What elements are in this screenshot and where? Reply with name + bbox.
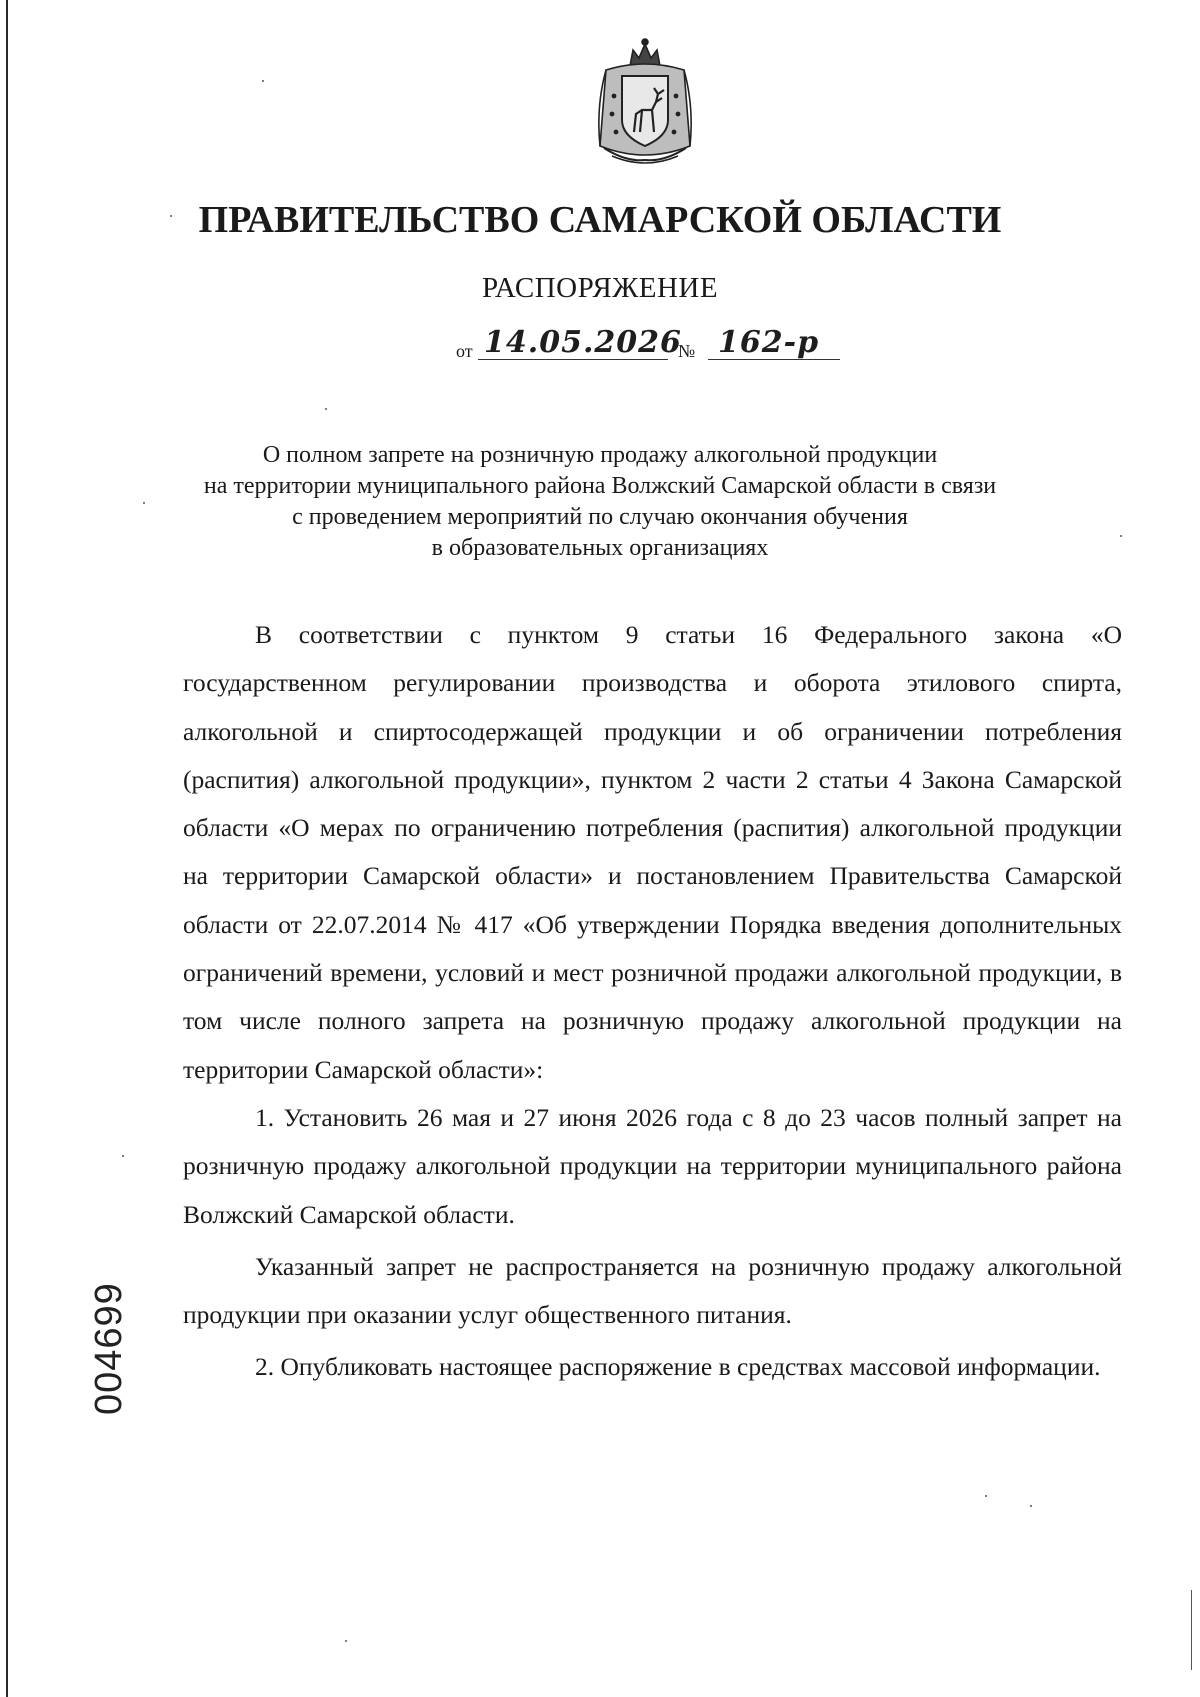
- item-1-paragraph: 1. Установить 26 мая и 27 июня 2026 года с 8 до 23 часов полный запрет на розничную продажу алкогольной продукции на территории муниципального района Волжский Самарской области.: [183, 1102, 1122, 1229]
- scan-edge-line-right: [1191, 1590, 1192, 1670]
- scan-speck: [325, 408, 327, 410]
- subject-line: с проведением мероприятий по случаю окончания обучения: [292, 504, 908, 530]
- item-2-paragraph: 2. Опубликовать настоящее распоряжение в средствах массовой информации.: [255, 1352, 1101, 1382]
- document-subject: [0, 440, 1200, 564]
- scan-speck: [1120, 535, 1122, 537]
- scan-speck: [1030, 1505, 1032, 1507]
- scan-edge-line: [6, 0, 8, 1697]
- subject-line: в образовательных организациях: [431, 535, 769, 561]
- subject-line: О полном запрете на розничную продажу алкогольной продукции: [262, 442, 938, 468]
- scan-speck: [170, 215, 172, 217]
- date-prefix: от: [456, 341, 473, 361]
- scan-speck: [262, 80, 264, 82]
- organization-title: ПРАВИТЕЛЬСТВО САМАРСКОЙ ОБЛАСТИ: [198, 199, 1002, 241]
- registration-number: 004699: [88, 1282, 130, 1415]
- number-prefix: №: [678, 341, 696, 361]
- exception-paragraph: Указанный запрет не распространяется на розничную продажу алкогольной продукции при оказании услуг общественного питания.: [183, 1251, 1122, 1330]
- scan-speck: [345, 1640, 347, 1642]
- scan-speck: [985, 1495, 987, 1497]
- samara-coat-of-arms-icon: [586, 36, 704, 168]
- scan-speck: [143, 502, 145, 504]
- handwritten-date: 14.05.2026: [484, 325, 682, 360]
- date-number-line: [456, 320, 856, 370]
- subject-line: на территории муниципального района Волжский Самарской области в связи: [203, 473, 997, 499]
- document-body: [183, 611, 1122, 1392]
- preamble-paragraph: В соответствии с пунктом 9 статьи 16 Федерального закона «О государственном регулировании производства и оборота этилового спирта, алкогольной и спиртосодержащей продукции и об ограничении потребления (распития) алкогольной продукции», пунктом 2 части 2 статьи 4 Закона Самарской области «О мерах по ограничению потребления (распития) алкогольной продукции на территории Самарской области» и постановлением Правительства Самарской области от 22.07.2014 № 417 «Об утверждении Порядка введения дополнительных ограничений времени, условий и мест розничной продажи алкогольной продукции, в том числе полного запрета на розничную продажу алкогольной продукции на территории Самарской области»:: [183, 620, 1122, 1084]
- handwritten-number: 162-р: [718, 325, 820, 360]
- document-type: РАСПОРЯЖЕНИЕ: [481, 272, 719, 304]
- scan-speck: [122, 1155, 124, 1157]
